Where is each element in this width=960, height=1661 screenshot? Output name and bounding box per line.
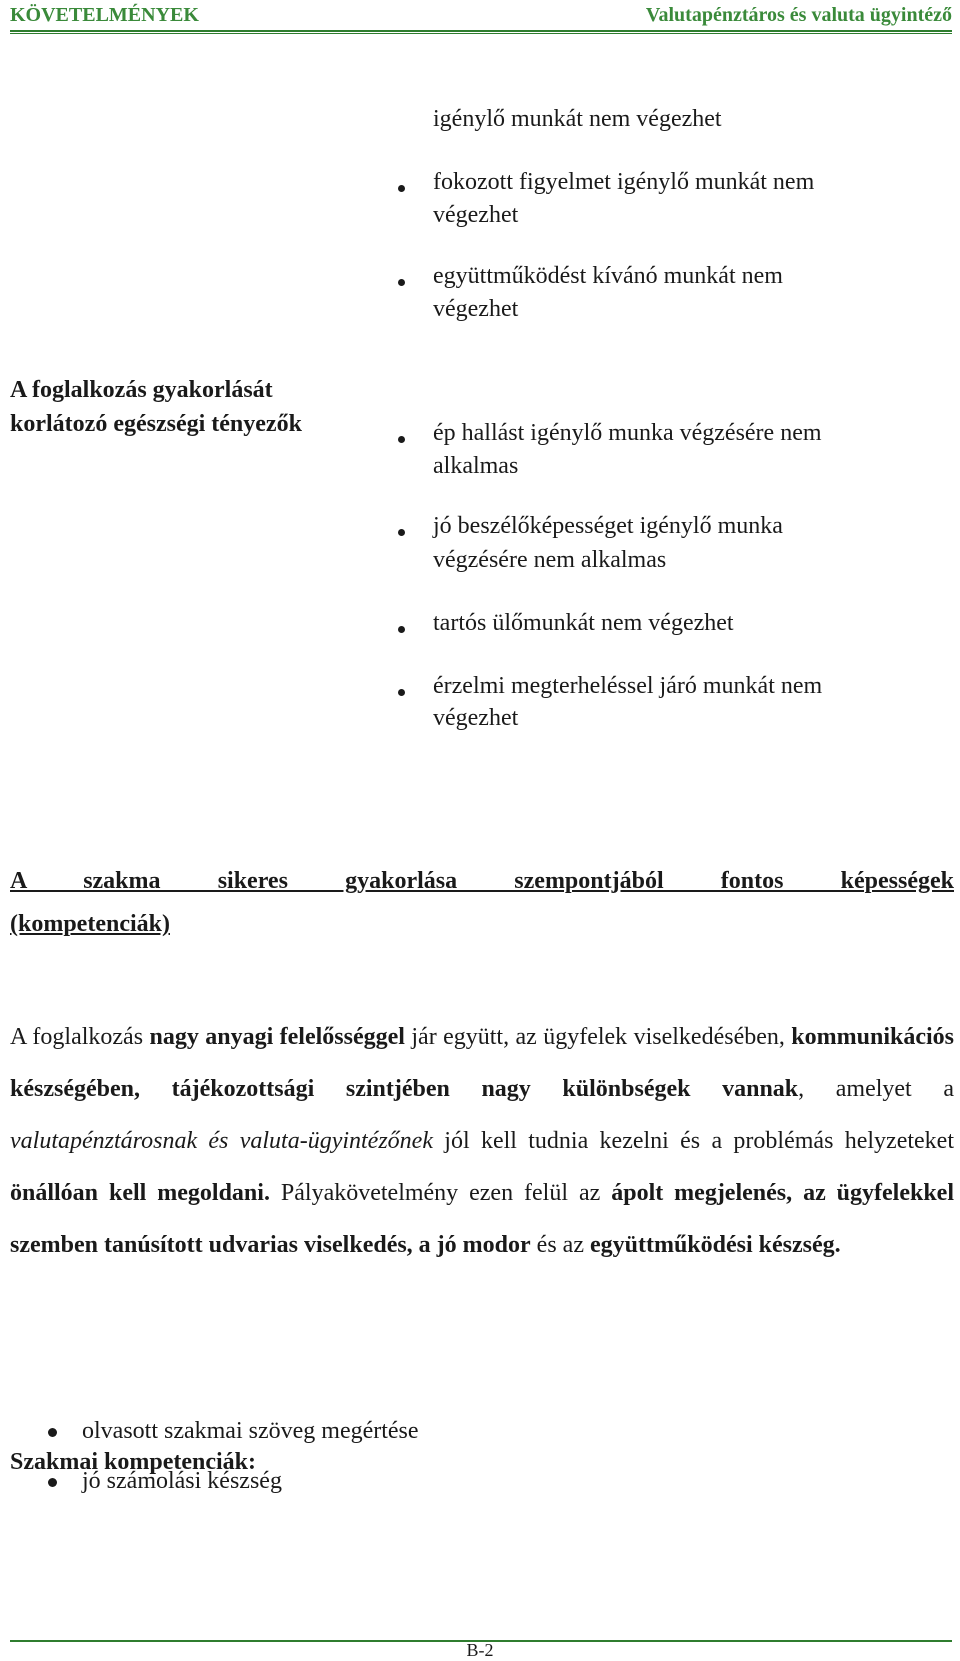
health-item-1-line1: fokozott figyelmet igénylő munkát nem xyxy=(433,169,815,195)
professional-item-2: jó számolási készség xyxy=(82,1468,282,1494)
para-bold-4: ápolt megjelenés, az ügyfelekkel szemben tanúsított udvarias viselkedés, a jó modor xyxy=(10,1180,955,1258)
para-text: Pályakövetelmény ezen felül az xyxy=(269,1180,612,1206)
header-right-title: Valutapénztáros és valuta ügyintéző xyxy=(645,4,952,26)
health-item-4-line2: végzésére nem alkalmas xyxy=(433,547,667,573)
health-label-line1: A foglalkozás gyakorlását xyxy=(10,377,273,403)
para-bold-1: nagy anyagi felelősséggel xyxy=(149,1024,405,1050)
health-item-2-line2: végezhet xyxy=(433,296,519,322)
health-item-3-line2: alkalmas xyxy=(433,453,519,479)
health-item-6-line2: végezhet xyxy=(433,705,519,731)
para-bold-3: önállóan kell megoldani. xyxy=(10,1180,270,1206)
health-item-5-line1: tartós ülőmunkát nem végezhet xyxy=(433,610,734,636)
competence-heading: A szakma sikeres gyakorlása szempontjából fontos képességek xyxy=(10,868,954,894)
competence-paragraph xyxy=(10,1011,954,1271)
bullet-icon xyxy=(398,626,405,633)
bullet-icon xyxy=(398,436,405,443)
para-text: és az xyxy=(530,1232,590,1258)
health-item-2-line1: együttműködést kívánó munkát nem xyxy=(433,263,783,289)
header-divider xyxy=(10,33,952,34)
para-text: jól kell tudnia kezelni és a problémás helyzeteket xyxy=(432,1128,954,1154)
health-label xyxy=(10,373,302,441)
bullet-icon xyxy=(398,185,405,192)
bullet-icon xyxy=(48,1428,57,1437)
health-item-1-line2: végezhet xyxy=(433,202,519,228)
para-text: , amelyet a xyxy=(798,1076,954,1102)
bullet-icon xyxy=(398,689,405,696)
bullet-icon xyxy=(398,279,405,286)
page-number: B-2 xyxy=(466,1640,494,1660)
header-left-title: KÖVETELMÉNYEK xyxy=(10,4,199,26)
para-text: A foglalkozás xyxy=(10,1024,150,1050)
health-item-4-line1: jó beszélőképességet igénylő munka xyxy=(433,513,783,539)
para-bold-5: együttműködési készség. xyxy=(589,1232,841,1258)
bullet-icon xyxy=(48,1478,57,1487)
health-item-6-line1: érzelmi megterheléssel járó munkát nem xyxy=(433,673,823,699)
professional-competences-heading: Szakmai kompetenciák: xyxy=(10,1449,256,1475)
health-continued-line: igénylő munkát nem végezhet xyxy=(433,106,722,132)
para-text: jár együtt, az ügyfelek viselkedésében, xyxy=(404,1024,792,1050)
competence-heading-continued: (kompetenciák) xyxy=(10,911,170,937)
professional-item-1: olvasott szakmai szöveg megértése xyxy=(82,1418,419,1444)
bullet-icon xyxy=(398,529,405,536)
para-bold-2: kommunikációs készségében, tájékozottsági szintjében nagy különbségek vannak xyxy=(10,1024,954,1102)
health-item-3-line1: ép hallást igénylő munka végzésére nem xyxy=(433,420,822,446)
page-header xyxy=(10,4,952,32)
para-italic: valutapénztárosnak és valuta-ügyintézőnek xyxy=(10,1128,433,1154)
health-label-line2: korlátozó egészségi tényezők xyxy=(10,411,302,437)
